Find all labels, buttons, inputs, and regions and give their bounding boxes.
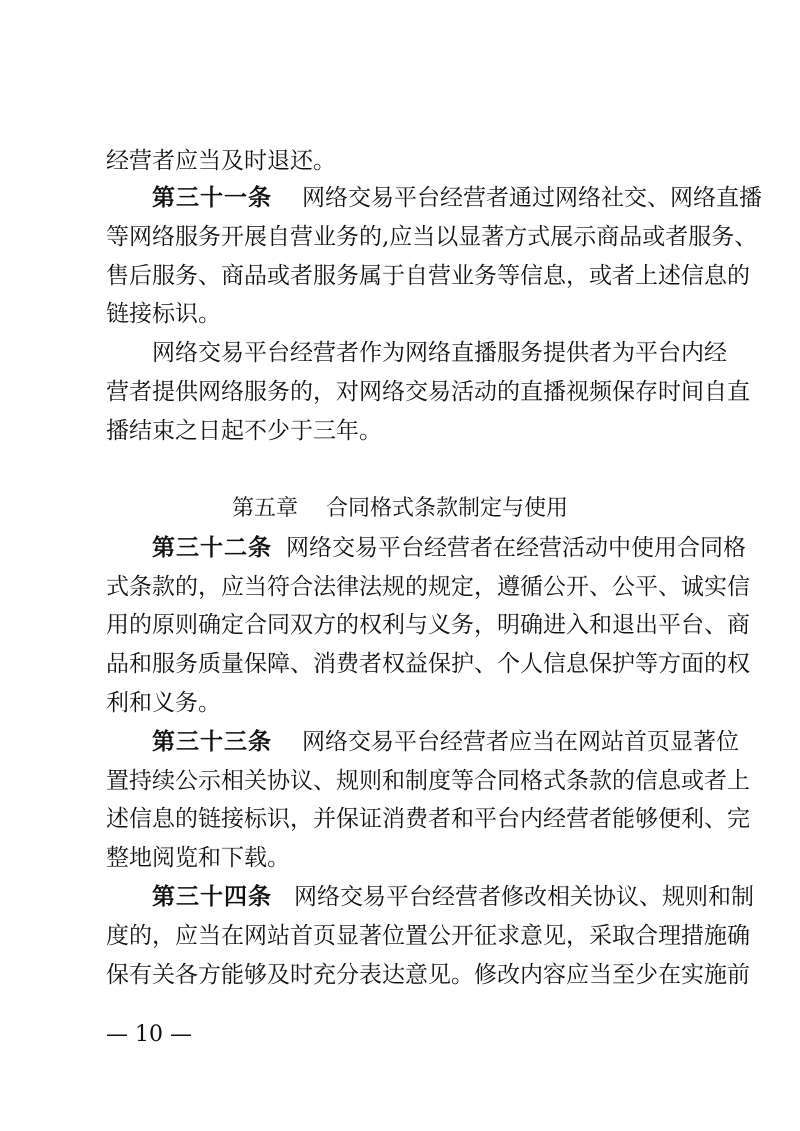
text-span: 经营者应当及时退还。 [106,148,336,174]
article-34-line-1 [152,882,754,912]
text-span: 式条款的，应当符合法律法规的规定，遵循公开、公平、诚实信 [106,574,750,600]
chapter-title: 合同格式条款制定与使用 [326,496,569,521]
article-31b-line-1 [152,338,727,368]
article-31-line-2 [106,222,758,252]
article-32-line-1 [152,533,746,563]
article-34-line-2 [106,921,750,951]
article-32-line-5 [106,688,221,718]
text-span: 置持续公示相关协议、规则和制度等合同格式条款的信息或者上 [106,768,750,794]
text-span: 售后服务、商品或者服务属于自营业务等信息，或者上述信息的 [106,263,750,289]
text-span: 整地阅览和下载。 [106,845,290,871]
article-32-line-2 [106,572,750,602]
text-span: 链接标识。 [106,301,221,327]
text-span: 用的原则确定合同双方的权利与义务，明确进入和退出平台、商 [106,612,750,638]
text-span: 网络交易平台经营者通过网络社交、网络直播 [302,185,762,211]
article-31b-line-2 [106,377,750,407]
text-span: 网络交易平台经营者应当在网站首页显著位 [302,729,739,755]
text-span: 述信息的链接标识，并保证消费者和平台内经营者能够便利、完 [106,806,750,832]
article-34-line-3 [106,960,750,990]
chapter-heading [0,494,800,524]
article-31-line-1 [152,183,762,213]
text-span: 营者提供网络服务的，对网络交易活动的直播视频保存时间自直 [106,379,750,405]
article-33-line-1 [152,727,739,757]
paragraph-line [106,146,336,176]
text-span: 等网络服务开展自营业务的,应当以显著方式展示商品或者服务、 [106,224,758,250]
text-span: 网络交易平台经营者作为网络直播服务提供者为平台内经 [152,340,727,366]
text-span: 保有关各方能够及时充分表达意见。修改内容应当至少在实施前 [106,962,750,988]
text-span: 度的，应当在网站首页显著位置公开征求意见，采取合理措施确 [106,923,750,949]
text-span: 品和服务质量保障、消费者权益保护、个人信息保护等方面的权 [106,651,750,677]
article-33-line-2 [106,766,750,796]
article-31-number: 第三十一条 [152,185,272,211]
text-span: 网络交易平台经营者在经营活动中使用合同格 [286,535,746,561]
article-34-number: 第三十四条 [152,884,272,910]
article-31-line-3 [106,261,750,291]
text-span: 播结束之日起不少于三年。 [106,418,382,444]
article-33-line-4 [106,843,290,873]
article-33-line-3 [106,804,750,834]
article-33-number: 第三十三条 [152,729,272,755]
article-31b-line-3 [106,416,382,446]
chapter-label: 第五章 [231,496,298,521]
article-31-line-4 [106,299,221,329]
text-span: 利和义务。 [106,690,221,716]
text-span: 网络交易平台经营者修改相关协议、规则和制 [294,884,754,910]
article-32-line-4 [106,649,750,679]
article-32-number: 第三十二条 [152,535,272,561]
article-32-line-3 [106,610,750,640]
page-number: — 10 — [106,1022,192,1047]
